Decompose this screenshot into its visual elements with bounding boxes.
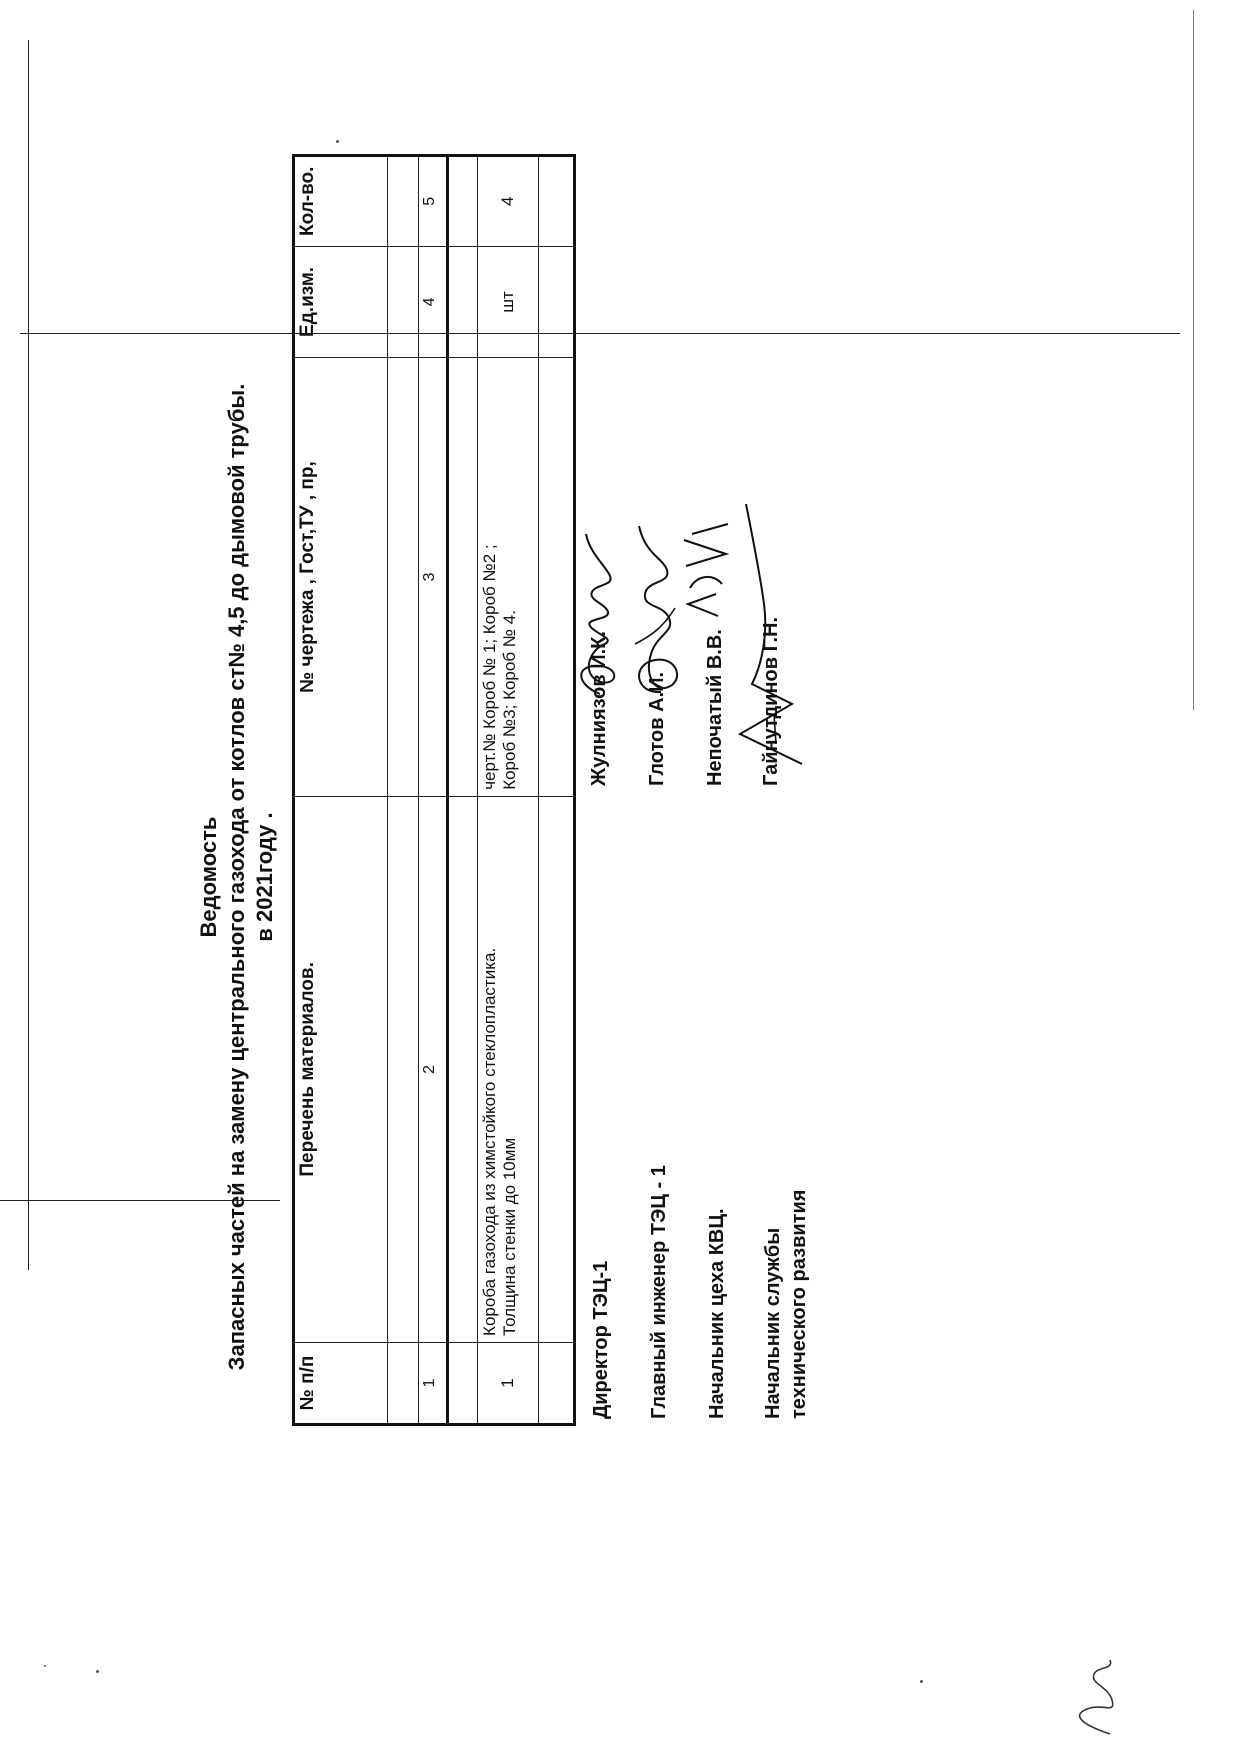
row-quantity: 4 bbox=[478, 156, 539, 247]
signatory-name: Непочатый В.В. bbox=[704, 629, 726, 786]
signatory-position bbox=[704, 1208, 730, 1419]
document-subtitle-line1: Запасных частей на замену центрального газохода от котлов ст№ 4,5 до дымовой трубы. bbox=[224, 383, 249, 1371]
document-subtitle-line2: в 2021году . bbox=[252, 812, 277, 942]
position-line2: технического развития bbox=[788, 1189, 810, 1419]
table-cell bbox=[539, 156, 575, 247]
table-cell bbox=[448, 246, 478, 358]
table-cell bbox=[539, 796, 575, 1342]
table-cell bbox=[539, 246, 575, 358]
header-materials: Перечень материалов. bbox=[294, 796, 388, 1342]
column-number: 4 bbox=[419, 246, 448, 358]
signatory-position bbox=[760, 1190, 812, 1419]
row-material-line1: Короба газохода из химстойкого стеклопластика. bbox=[480, 947, 499, 1336]
table-row bbox=[478, 156, 539, 1425]
table-cell bbox=[448, 1342, 478, 1424]
position-line1: Главный инженер ТЭЦ - 1 bbox=[648, 1165, 670, 1419]
table-cell bbox=[448, 796, 478, 1342]
table-cell bbox=[448, 358, 478, 796]
position-line1: Директор ТЭЦ-1 bbox=[590, 1260, 612, 1419]
table-cell bbox=[388, 1342, 419, 1424]
table-row-empty bbox=[539, 156, 575, 1425]
row-number: 1 bbox=[478, 1342, 539, 1424]
row-drawing-line2: Короб №3; Короб № 4. bbox=[500, 610, 519, 790]
header-number: № п/п bbox=[294, 1342, 388, 1424]
position-line1: Начальник службы bbox=[762, 1227, 784, 1419]
table-cell bbox=[388, 246, 419, 358]
row-drawing bbox=[478, 358, 539, 796]
row-material bbox=[478, 796, 539, 1342]
column-number: 3 bbox=[419, 358, 448, 796]
signatory-position bbox=[588, 1261, 614, 1419]
column-number: 1 bbox=[419, 1342, 448, 1424]
row-unit: шт bbox=[478, 246, 539, 358]
row-material-line2: Толщина стенки до 10мм bbox=[500, 1137, 519, 1336]
document-title: Ведомость bbox=[196, 816, 221, 938]
table-cell bbox=[388, 358, 419, 796]
signature-service-head-icon bbox=[732, 494, 812, 774]
signatory-name: Жулниязов И.К. bbox=[588, 631, 610, 786]
signatory-name: Гайнутдинов Г.Н. bbox=[760, 616, 782, 786]
signature-director-icon bbox=[570, 524, 630, 704]
column-number-row bbox=[419, 156, 448, 1425]
table-cell bbox=[388, 796, 419, 1342]
table-row-empty bbox=[448, 156, 478, 1425]
table-row-empty bbox=[388, 156, 419, 1425]
row-drawing-line1: черт.№ Короб № 1; Короб №2 ; bbox=[480, 544, 499, 790]
column-number: 2 bbox=[419, 796, 448, 1342]
table-cell bbox=[388, 156, 419, 247]
initials-mark-icon bbox=[1060, 1654, 1130, 1744]
table-cell bbox=[539, 1342, 575, 1424]
header-quantity: Кол-во. bbox=[294, 156, 388, 247]
position-line1: Начальник цеха КВЦ. bbox=[706, 1208, 728, 1419]
signatory-position bbox=[646, 1165, 672, 1419]
signatory-name: Глотов А.И. bbox=[646, 671, 668, 786]
header-unit: Ед.изм. bbox=[294, 246, 388, 358]
table-cell bbox=[448, 156, 478, 247]
header-drawing: № чертежа , Гост,ТУ , пр, bbox=[294, 358, 388, 796]
signature-shop-head-icon bbox=[678, 514, 738, 624]
materials-table bbox=[292, 154, 576, 1426]
column-number: 5 bbox=[419, 156, 448, 247]
table-header-row bbox=[294, 156, 388, 1425]
